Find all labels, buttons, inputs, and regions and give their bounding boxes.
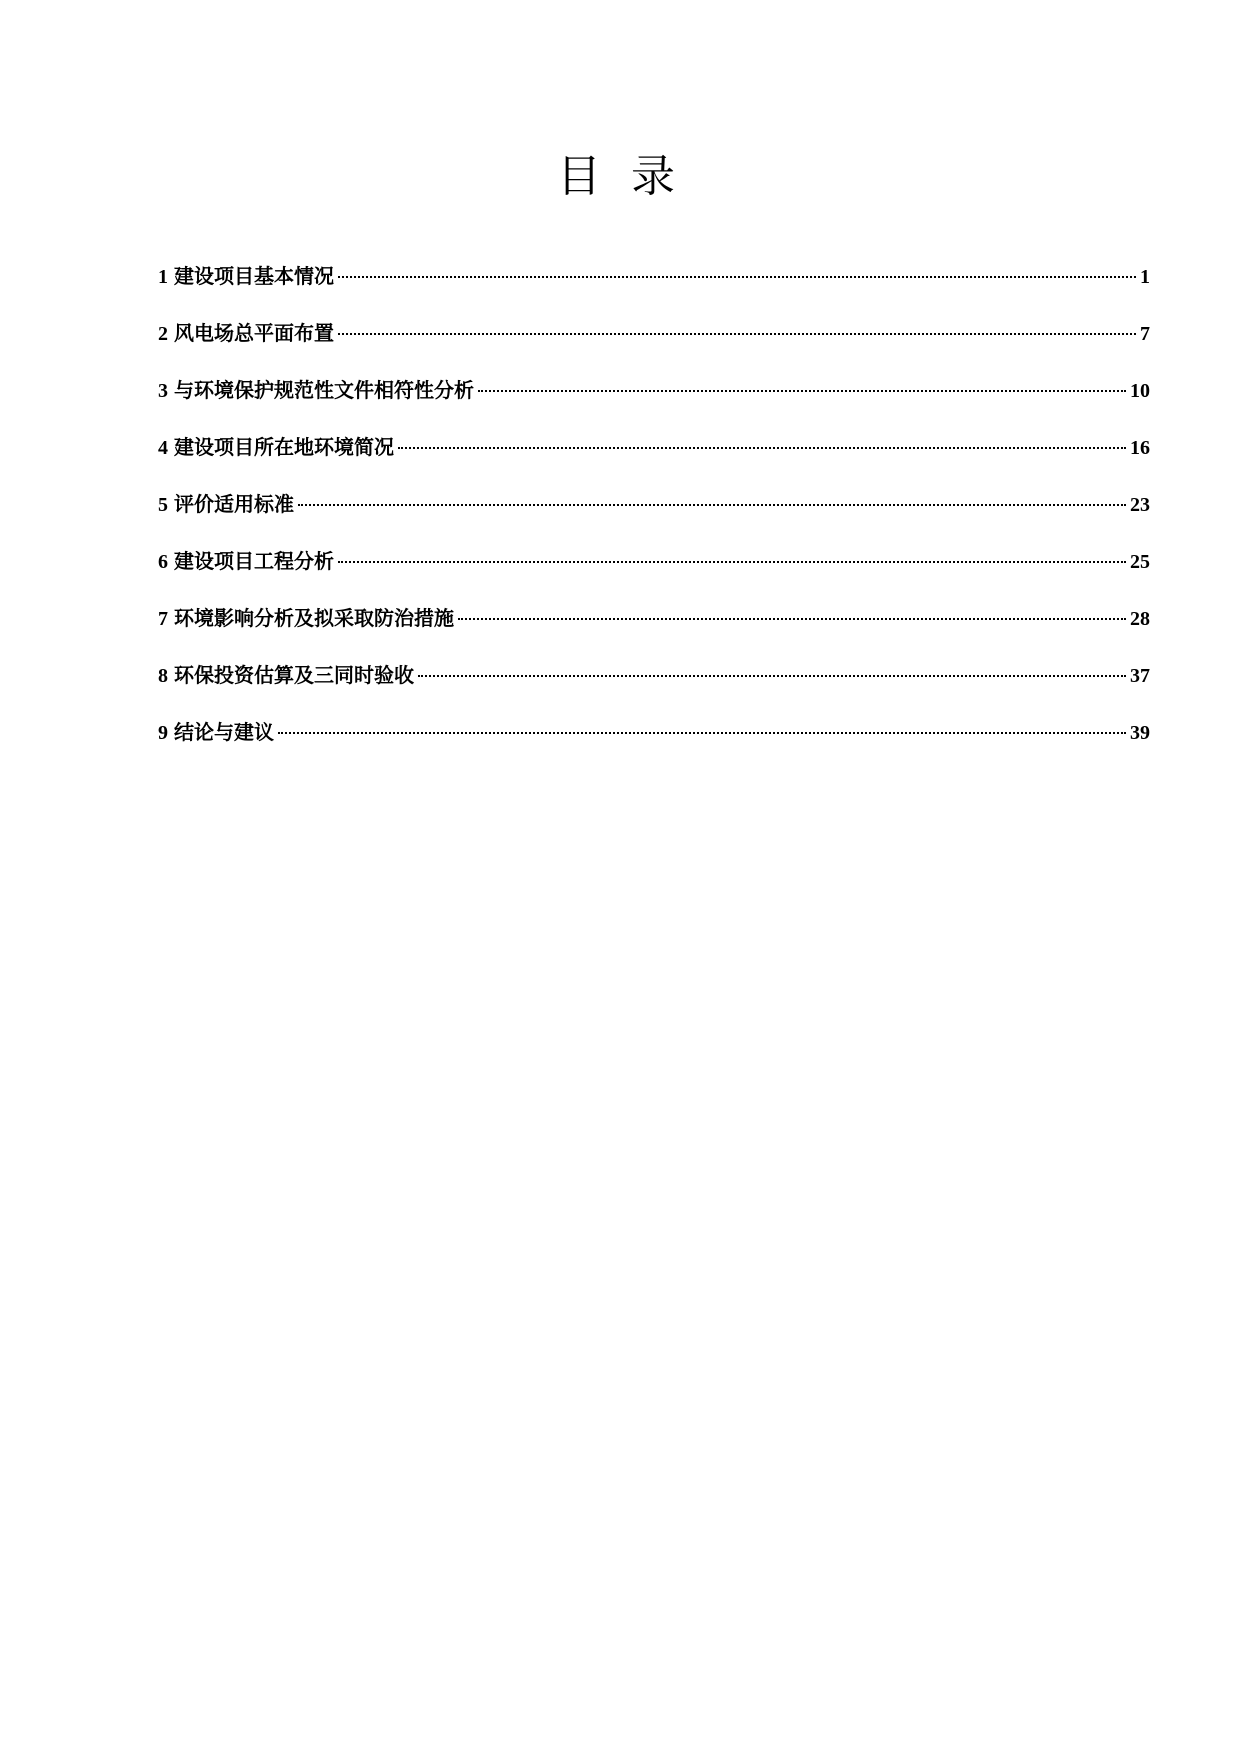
toc-entry-title: 建设项目基本情况 bbox=[174, 264, 334, 288]
toc-dot-leader bbox=[338, 561, 1126, 563]
toc-entry-page-number: 28 bbox=[1130, 608, 1150, 630]
toc-entry-3[interactable] bbox=[158, 376, 1150, 433]
toc-entry-4[interactable] bbox=[158, 433, 1150, 490]
toc-entry-title: 与环境保护规范性文件相符性分析 bbox=[174, 378, 474, 402]
toc-dot-leader bbox=[398, 447, 1126, 449]
toc-entry-page-number: 7 bbox=[1140, 323, 1150, 345]
toc-entry-number: 1 bbox=[158, 266, 168, 288]
toc-entry-8[interactable] bbox=[158, 661, 1150, 718]
toc-entry-title: 建设项目所在地环境简况 bbox=[174, 435, 394, 459]
toc-entry-6[interactable] bbox=[158, 547, 1150, 604]
toc-entry-title: 结论与建议 bbox=[174, 720, 274, 744]
toc-entry-title: 风电场总平面布置 bbox=[174, 321, 334, 345]
toc-entry-2[interactable] bbox=[158, 319, 1150, 376]
toc-entry-page-number: 39 bbox=[1130, 722, 1150, 744]
toc-entry-number: 9 bbox=[158, 722, 168, 744]
toc-title: 目 录 bbox=[557, 151, 683, 203]
toc-entry-title: 环保投资估算及三同时验收 bbox=[174, 663, 414, 687]
toc-entry-page-number: 16 bbox=[1130, 437, 1150, 459]
toc-entry-number: 4 bbox=[158, 437, 168, 459]
toc-entry-page-number: 10 bbox=[1130, 380, 1150, 402]
toc-dot-leader bbox=[338, 333, 1136, 335]
toc-entry-page-number: 1 bbox=[1140, 266, 1150, 288]
toc-entry-5[interactable] bbox=[158, 490, 1150, 547]
toc-entry-title: 环境影响分析及拟采取防治措施 bbox=[174, 606, 454, 630]
toc-dot-leader bbox=[458, 618, 1126, 620]
toc-dot-leader bbox=[338, 276, 1136, 278]
toc-entry-number: 6 bbox=[158, 551, 168, 573]
toc-entry-number: 8 bbox=[158, 665, 168, 687]
toc-entry-7[interactable] bbox=[158, 604, 1150, 661]
toc-entry-page-number: 23 bbox=[1130, 494, 1150, 516]
toc-entry-title: 评价适用标准 bbox=[174, 492, 294, 516]
toc-entry-page-number: 25 bbox=[1130, 551, 1150, 573]
toc-entry-number: 2 bbox=[158, 323, 168, 345]
toc-dot-leader bbox=[478, 390, 1126, 392]
toc-dot-leader bbox=[298, 504, 1126, 506]
toc-entry-title: 建设项目工程分析 bbox=[174, 549, 334, 573]
toc-entry-number: 3 bbox=[158, 380, 168, 402]
toc-entry-1[interactable] bbox=[158, 262, 1150, 319]
toc-dot-leader bbox=[278, 732, 1126, 734]
toc-dot-leader bbox=[418, 675, 1126, 677]
toc-entry-page-number: 37 bbox=[1130, 665, 1150, 687]
toc-entry-number: 5 bbox=[158, 494, 168, 516]
toc-entry-9[interactable] bbox=[158, 718, 1150, 775]
table-of-contents bbox=[158, 262, 1150, 775]
toc-entry-number: 7 bbox=[158, 608, 168, 630]
